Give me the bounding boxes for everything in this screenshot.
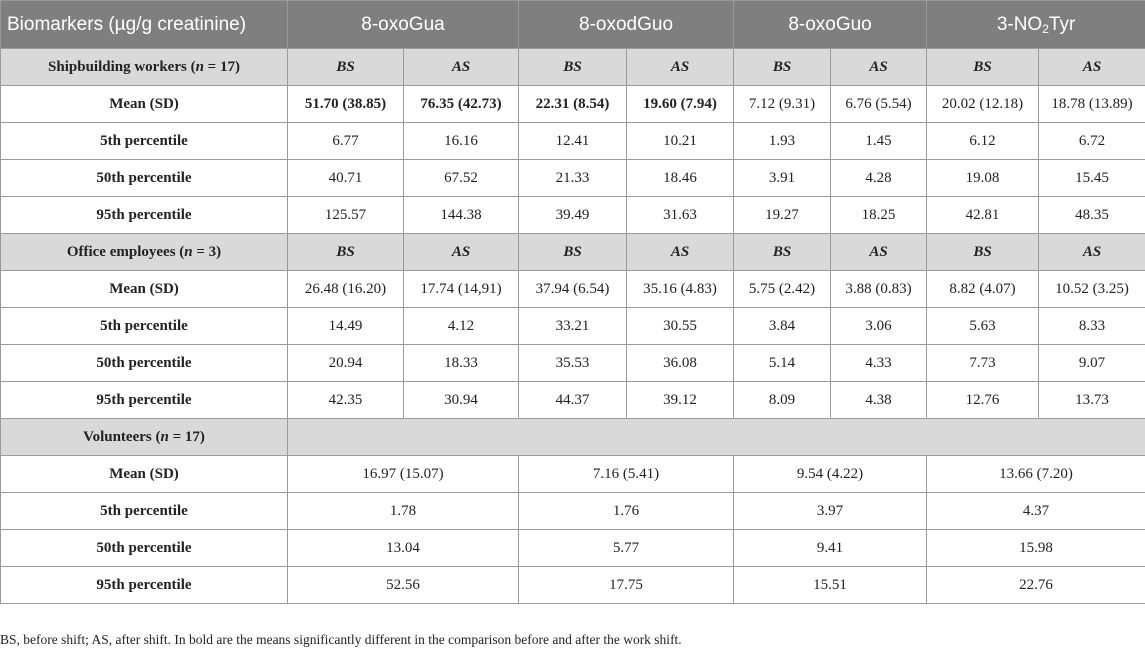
table-cell: 26.48 (16.20): [288, 271, 404, 308]
table-row: [1, 493, 1145, 530]
table-cell: 36.08: [627, 345, 734, 382]
table-cell: 19.27: [734, 197, 831, 234]
table-cell: 15.45: [1039, 160, 1145, 197]
header-8-oxodguo: 8-oxodGuo: [519, 1, 734, 49]
table-cell: 5.77: [519, 530, 734, 567]
table-cell: 4.12: [404, 308, 519, 345]
table-cell: 67.52: [404, 160, 519, 197]
table-cell: 9.41: [734, 530, 927, 567]
table-cell: 22.76: [927, 567, 1145, 604]
table-cell: 12.41: [519, 123, 627, 160]
bs-label: BS: [288, 49, 404, 86]
table-cell: 39.49: [519, 197, 627, 234]
row-label-95th-percentile: 95th percentile: [1, 382, 288, 419]
table-cell: 18.33: [404, 345, 519, 382]
table-cell: 42.81: [927, 197, 1039, 234]
table-cell: 3.88 (0.83): [831, 271, 927, 308]
table-cell: 4.28: [831, 160, 927, 197]
table-row: [1, 567, 1145, 604]
table-cell: 1.78: [288, 493, 519, 530]
as-label: AS: [404, 49, 519, 86]
bs-label: BS: [519, 234, 627, 271]
as-label: AS: [627, 234, 734, 271]
table-cell: 10.52 (3.25): [1039, 271, 1145, 308]
header-3-no2tyr: $3-NO_2Tyr$: [927, 1, 1145, 49]
table-cell: 17.75: [519, 567, 734, 604]
group-label-shipbuilding: Shipbuilding workers (n = 17): [1, 49, 288, 86]
table-row: [1, 123, 1145, 160]
table-cell: 13.73: [1039, 382, 1145, 419]
table-cell: 18.25: [831, 197, 927, 234]
table-cell: 15.98: [927, 530, 1145, 567]
table-cell: 52.56: [288, 567, 519, 604]
table-cell: 16.16: [404, 123, 519, 160]
table-cell: 18.78 (13.89): [1039, 86, 1145, 123]
row-label-mean: Mean (SD): [1, 86, 288, 123]
as-label: AS: [627, 49, 734, 86]
table-cell: 8.09: [734, 382, 831, 419]
table-cell: 7.16 (5.41): [519, 456, 734, 493]
group-row-volunteers: [1, 419, 1145, 456]
group-label-volunteers: Volunteers (n = 17): [1, 419, 288, 456]
table-cell: 5.14: [734, 345, 831, 382]
table-cell: 13.04: [288, 530, 519, 567]
table-header-row: [1, 1, 1145, 49]
header-biomarkers: Biomarkers (µg/g creatinine): [1, 1, 288, 49]
table-row: [1, 197, 1145, 234]
table-cell: 19.08: [927, 160, 1039, 197]
table-cell: 39.12: [627, 382, 734, 419]
row-label-95th-percentile: 95th percentile: [1, 567, 288, 604]
table-cell: 3.97: [734, 493, 927, 530]
table-cell: 17.74 (14,91): [404, 271, 519, 308]
table-cell: 42.35: [288, 382, 404, 419]
table-cell: 48.35: [1039, 197, 1145, 234]
table-cell: 9.07: [1039, 345, 1145, 382]
table-cell: 76.35 (42.73): [404, 86, 519, 123]
table-cell: 6.72: [1039, 123, 1145, 160]
header-8-oxogua: 8-oxoGua: [288, 1, 519, 49]
table-cell: 1.45: [831, 123, 927, 160]
row-label-95th-percentile: 95th percentile: [1, 197, 288, 234]
table-cell: 10.21: [627, 123, 734, 160]
header-8-oxoguo: 8-oxoGuo: [734, 1, 927, 49]
table-cell: 21.33: [519, 160, 627, 197]
table-row: [1, 456, 1145, 493]
table-cell: 14.49: [288, 308, 404, 345]
table-cell: 13.66 (7.20): [927, 456, 1145, 493]
as-label: AS: [404, 234, 519, 271]
table-cell: 4.33: [831, 345, 927, 382]
row-label-50th-percentile: 50th percentile: [1, 160, 288, 197]
table-cell: 15.51: [734, 567, 927, 604]
table-row: [1, 382, 1145, 419]
row-label-5th-percentile: 5th percentile: [1, 493, 288, 530]
table-row: [1, 345, 1145, 382]
group-row-shipbuilding: [1, 49, 1145, 86]
row-label-50th-percentile: 50th percentile: [1, 345, 288, 382]
as-label: AS: [831, 234, 927, 271]
table-cell: 1.76: [519, 493, 734, 530]
table-cell: 3.91: [734, 160, 831, 197]
table-cell: 33.21: [519, 308, 627, 345]
table-cell: 35.53: [519, 345, 627, 382]
table-cell: 22.31 (8.54): [519, 86, 627, 123]
table-cell: 9.54 (4.22): [734, 456, 927, 493]
bs-label: BS: [288, 234, 404, 271]
as-label: AS: [831, 49, 927, 86]
table-row: [1, 308, 1145, 345]
group-label-office: Office employees (n = 3): [1, 234, 288, 271]
table-cell: 37.94 (6.54): [519, 271, 627, 308]
table-cell: 40.71: [288, 160, 404, 197]
table-cell: 31.63: [627, 197, 734, 234]
group-row-office: [1, 234, 1145, 271]
row-label-50th-percentile: 50th percentile: [1, 530, 288, 567]
bs-label: BS: [734, 234, 831, 271]
table-cell: 8.82 (4.07): [927, 271, 1039, 308]
table-cell: 7.73: [927, 345, 1039, 382]
as-label: AS: [1039, 49, 1145, 86]
table-cell: 16.97 (15.07): [288, 456, 519, 493]
table-cell: 8.33: [1039, 308, 1145, 345]
row-label-mean: Mean (SD): [1, 271, 288, 308]
table-cell: 20.02 (12.18): [927, 86, 1039, 123]
table-cell: 51.70 (38.85): [288, 86, 404, 123]
table-cell: 3.84: [734, 308, 831, 345]
table-cell: 19.60 (7.94): [627, 86, 734, 123]
table-cell: 12.76: [927, 382, 1039, 419]
table-cell: 20.94: [288, 345, 404, 382]
table-cell: 4.37: [927, 493, 1145, 530]
group-row-filler: [288, 419, 1145, 456]
table-cell: 3.06: [831, 308, 927, 345]
as-label: AS: [1039, 234, 1145, 271]
table-cell: 7.12 (9.31): [734, 86, 831, 123]
row-label-5th-percentile: 5th percentile: [1, 123, 288, 160]
table-cell: 44.37: [519, 382, 627, 419]
table-row: [1, 160, 1145, 197]
table-footnote: BS, before shift; AS, after shift. In bold are the means significantly different in the comparison before and after the work shift.: [0, 632, 682, 647]
row-label-mean: Mean (SD): [1, 456, 288, 493]
table-cell: 30.94: [404, 382, 519, 419]
row-label-5th-percentile: 5th percentile: [1, 308, 288, 345]
table-cell: 144.38: [404, 197, 519, 234]
table-cell: 5.75 (2.42): [734, 271, 831, 308]
table-cell: 30.55: [627, 308, 734, 345]
table-cell: 1.93: [734, 123, 831, 160]
table-cell: 6.77: [288, 123, 404, 160]
table-cell: 4.38: [831, 382, 927, 419]
bs-label: BS: [927, 234, 1039, 271]
bs-label: BS: [734, 49, 831, 86]
table-cell: 6.76 (5.54): [831, 86, 927, 123]
bs-label: BS: [519, 49, 627, 86]
table-cell: 6.12: [927, 123, 1039, 160]
table-row: [1, 530, 1145, 567]
table-cell: 18.46: [627, 160, 734, 197]
table-row: [1, 271, 1145, 308]
table-cell: 35.16 (4.83): [627, 271, 734, 308]
table-row: [1, 86, 1145, 123]
table-cell: 5.63: [927, 308, 1039, 345]
table-cell: 125.57: [288, 197, 404, 234]
bs-label: BS: [927, 49, 1039, 86]
